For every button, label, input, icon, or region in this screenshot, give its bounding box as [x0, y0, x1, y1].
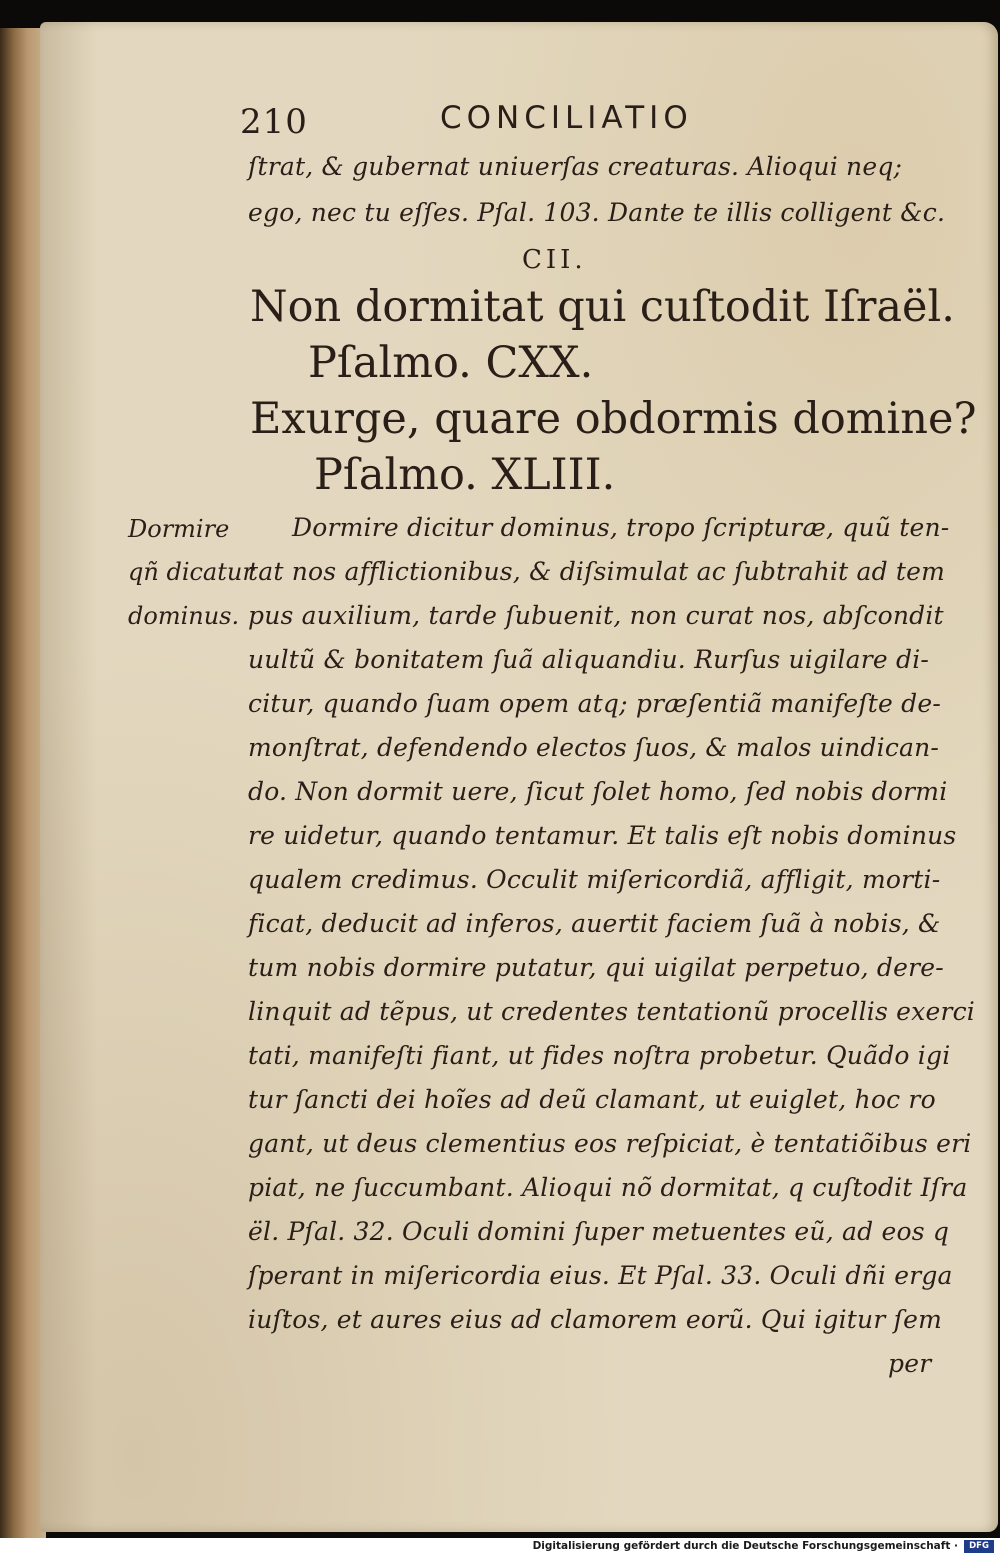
body-line: pus auxilium, tarde ſubuenit, non curat nos, abſcondit — [248, 601, 944, 630]
body-line: tur ſancti dei hoĩes ad deũ clamant, ut euiglet, hoc ro — [248, 1085, 936, 1114]
heading-line: Exurge, quare obdormis domine? — [250, 394, 977, 444]
heading-line: Pſalmo. XLIII. — [314, 450, 616, 500]
body-line: monſtrat, defendendo electos ſuos, & malos uindican- — [248, 733, 940, 762]
opening-line: ego, nec tu eſſes. Pſal. 103. Dante te illis colligent &c. — [248, 198, 946, 227]
body-line: tat nos afflictionibus, & diſsimulat ac ſubtrahit ad tem — [248, 557, 946, 586]
running-head: CONCILIATIO — [440, 100, 693, 136]
opening-line: ſtrat, & gubernat uniuerſas creaturas. Alioqui neq; — [248, 152, 903, 181]
body-line: piat, ne ſuccumbant. Alioqui nõ dormitat, q cuſtodit Iſra — [248, 1173, 968, 1202]
body-line: ſperant in miſericordia eius. Et Pſal. 33. Oculi dñi erga — [248, 1261, 953, 1290]
body-line: ël. Pſal. 32. Oculi domini ſuper metuentes eũ, ad eos q — [248, 1217, 950, 1246]
dfg-logo: DFG — [964, 1540, 994, 1553]
body-line: qualem credimus. Occulit miſericordiã, affligit, morti- — [248, 865, 941, 894]
margin-note-line: Dormire — [128, 515, 230, 543]
catchword: per — [888, 1349, 932, 1378]
page-number: 210 — [240, 102, 308, 142]
heading-line: Pſalmo. CXX. — [308, 338, 594, 388]
body-line: Dormire dicitur dominus, tropo ſcripturæ, quũ ten- — [292, 513, 950, 542]
body-line: citur, quando ſuam opem atq; præſentiã manifeſte de- — [248, 689, 942, 718]
body-line: do. Non dormit uere, ſicut ſolet homo, ſed nobis dormi — [248, 777, 948, 806]
body-line: ficat, deducit ad inferos, auertit faciem ſuã à nobis, & — [248, 909, 941, 938]
body-line: re uidetur, quando tentamur. Et talis eſt nobis dominus — [248, 821, 957, 850]
body-line: gant, ut deus clementius eos reſpiciat, è tentatiõibus eri — [248, 1129, 972, 1158]
funding-credit: Digitalisierung gefördert durch die Deutsche Forschungsgemeinschaft · — [532, 1540, 958, 1552]
body-line: linquit ad tẽpus, ut credentes tentationũ procellis exerci — [248, 997, 976, 1026]
body-line: iuſtos, et aures eius ad clamorem eorũ. Qui igitur ſem — [248, 1305, 942, 1334]
heading-line: Non dormitat qui cuſtodit Iſraël. — [250, 282, 955, 332]
body-line: tati, manifeſti fiant, ut fides noſtra probetur. Quãdo igi — [248, 1041, 951, 1070]
body-line: uultũ & bonitatem ſuã aliquandiu. Rurſus uigilare di- — [248, 645, 930, 674]
body-line: tum nobis dormire putatur, qui uigilat perpetuo, dere- — [248, 953, 944, 982]
margin-note-line: qñ dicatur — [128, 558, 254, 586]
margin-note-line: dominus. — [128, 602, 240, 630]
section-number: CII. — [522, 245, 587, 275]
